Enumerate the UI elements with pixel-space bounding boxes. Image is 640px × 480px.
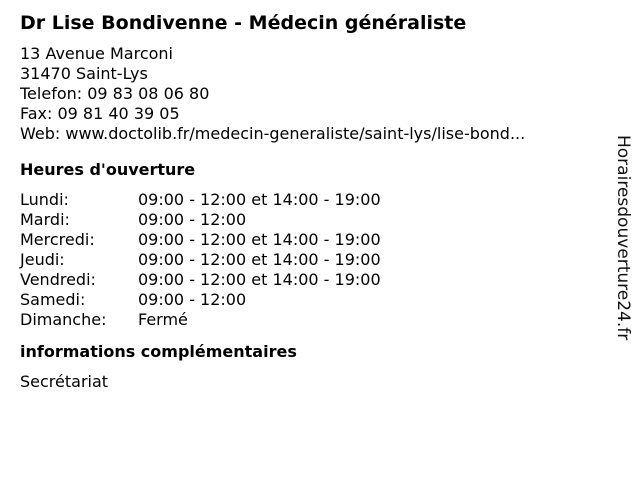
opening-hours-table <box>20 190 381 330</box>
day-label: Samedi: <box>20 290 86 309</box>
hours-row <box>20 250 381 270</box>
page-title: Dr Lise Bondivenne - Médecin généraliste <box>20 12 467 34</box>
day-hours: 09:00 - 12:00 <box>138 290 247 309</box>
phone-number: Telefon: 09 83 08 06 80 <box>20 84 210 103</box>
day-label: Lundi: <box>20 190 69 209</box>
day-hours: 09:00 - 12:00 et 14:00 - 19:00 <box>138 230 381 249</box>
doctor-card <box>20 10 600 392</box>
day-hours: 09:00 - 12:00 <box>138 210 247 229</box>
hours-row <box>20 210 381 230</box>
website-line: Web: www.doctolib.fr/medecin-generaliste/saint-lys/lise-bond... <box>20 124 526 143</box>
day-label: Dimanche: <box>20 310 107 329</box>
city-postcode: 31470 Saint-Lys <box>20 64 148 83</box>
day-label: Jeudi: <box>20 250 65 269</box>
hours-row <box>20 290 381 310</box>
hours-row <box>20 270 381 290</box>
hours-row <box>20 310 381 330</box>
day-hours: Fermé <box>138 310 188 329</box>
day-hours: 09:00 - 12:00 et 14:00 - 19:00 <box>138 270 381 289</box>
extra-info-heading: informations complémentaires <box>20 342 297 361</box>
site-brand-vertical: Horairesdouverture24.fr <box>613 135 633 341</box>
day-hours: 09:00 - 12:00 et 14:00 - 19:00 <box>138 190 381 209</box>
hours-row <box>20 230 381 250</box>
street-address: 13 Avenue Marconi <box>20 44 173 63</box>
fax-number: Fax: 09 81 40 39 05 <box>20 104 180 123</box>
day-label: Mardi: <box>20 210 70 229</box>
address-block <box>20 44 600 144</box>
day-hours: 09:00 - 12:00 et 14:00 - 19:00 <box>138 250 381 269</box>
day-label: Vendredi: <box>20 270 96 289</box>
extra-info-item: Secrétariat <box>20 372 109 391</box>
day-label: Mercredi: <box>20 230 95 249</box>
hours-row <box>20 190 381 210</box>
hours-heading: Heures d'ouverture <box>20 160 196 179</box>
